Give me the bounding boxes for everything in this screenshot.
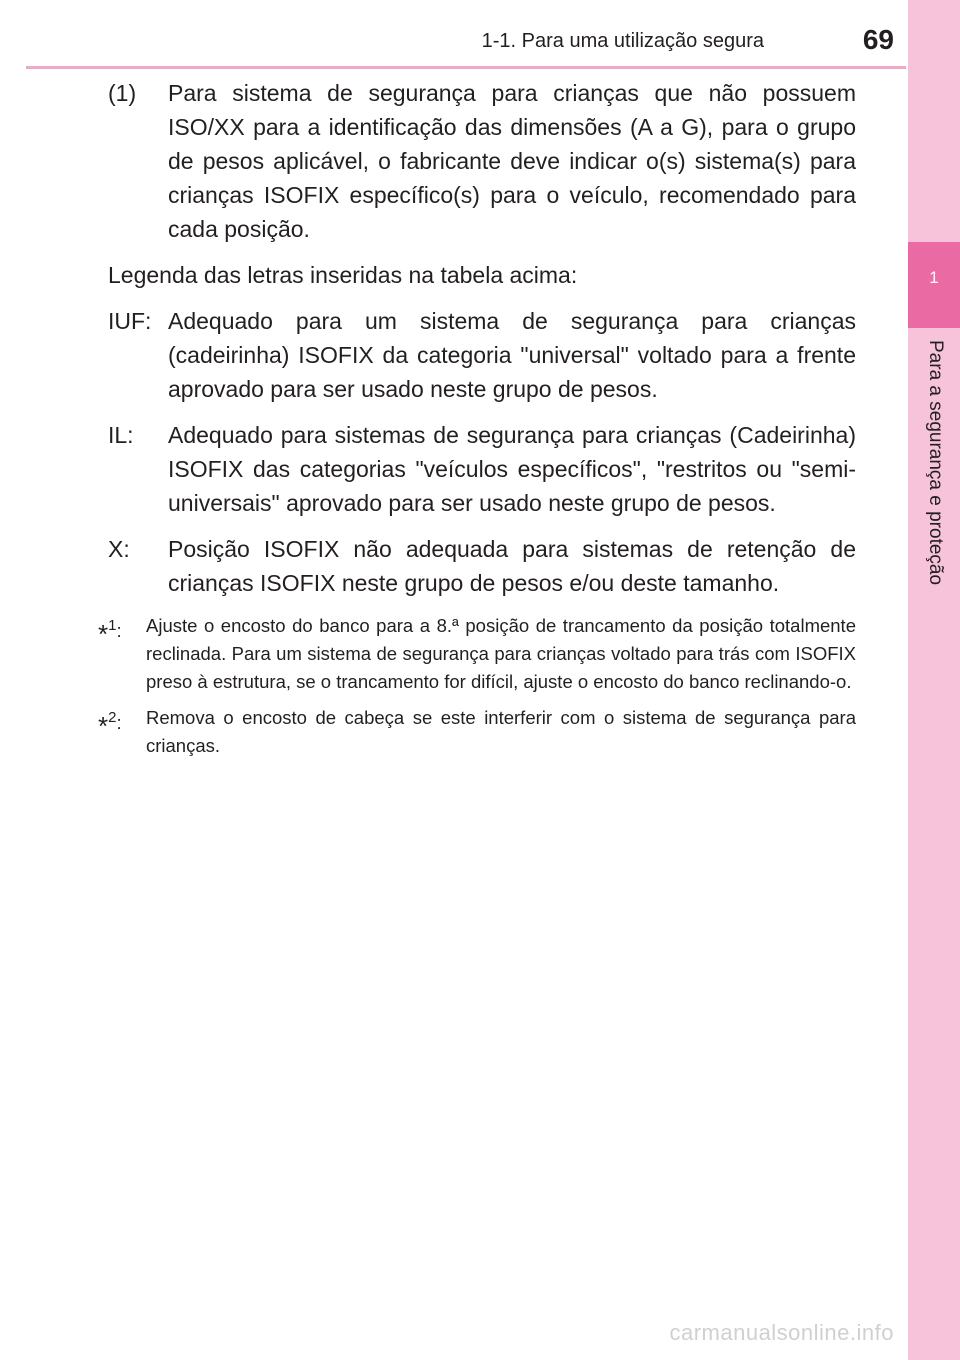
- legend-intro: Legenda das letras inseridas na tabela acima:: [108, 262, 578, 288]
- footnote-separator: :: [116, 620, 122, 641]
- asterisk-icon: *: [98, 711, 109, 741]
- footnote-text: Ajuste o encosto do banco para a 8.ª posição de trancamento da posição totalmente reclinada. Para um sistema de segurança para crianças voltado para trás com ISOFIX preso à estrutura, se o trancamento for difícil, ajuste o encosto do banco reclinando-o.: [146, 615, 856, 692]
- footnote-1: [98, 612, 856, 696]
- footnote-separator: :: [116, 712, 122, 733]
- footnote-marker: [98, 704, 146, 760]
- footnote-2: [98, 704, 856, 760]
- chapter-label: Para a segurança e proteção: [925, 340, 946, 586]
- legend-label: IUF:: [108, 308, 152, 334]
- chapter-number: 1: [929, 268, 939, 287]
- list-item: [108, 76, 856, 246]
- section-title: 1-1. Para uma utilização segura: [481, 30, 764, 52]
- watermark: carmanualsonline.info: [669, 1320, 894, 1345]
- item-text: Para sistema de segurança para crianças que não possuem ISO/XX para a identificação das dimensões (A a G), para o grupo de pesos aplicável, o fabricante deve indicar o(s) sistema(s) para crianças ISOFIX específico(s) para o veículo, recomendado para cada posição.: [168, 80, 856, 242]
- legend-text: Posição ISOFIX não adequada para sistemas de retenção de crianças ISOFIX neste grupo de pesos e/ou deste tamanho.: [168, 536, 856, 596]
- item-label: (1): [108, 80, 137, 106]
- page-number: 69: [862, 24, 894, 55]
- legend-text: Adequado para sistemas de segurança para crianças (Cadeirinha) ISOFIX das categorias "veículos específicos", "restritos ou "semi-universais" aprovado para ser usado neste grupo de pesos.: [168, 422, 856, 516]
- footnote-marker: [98, 612, 146, 696]
- header-divider: [26, 66, 906, 69]
- legend-label: IL:: [108, 422, 134, 448]
- asterisk-icon: *: [98, 619, 109, 649]
- legend-item-iuf: [108, 304, 856, 406]
- legend-text: Adequado para um sistema de segurança para crianças (cadeirinha) ISOFIX da categoria "universal" voltado para a frente aprovado para ser usado neste grupo de pesos.: [168, 308, 856, 402]
- footnote-text: Remova o encosto de cabeça se este interferir com o sistema de segurança para crianças.: [146, 707, 856, 756]
- footnote-number: 2: [108, 709, 117, 726]
- legend-label: X:: [108, 536, 130, 562]
- footnote-number: 1: [108, 617, 117, 634]
- page-content: [98, 76, 856, 768]
- legend-item-x: [108, 532, 856, 600]
- legend-item-il: [108, 418, 856, 520]
- chapter-tab-strip: [908, 0, 960, 1360]
